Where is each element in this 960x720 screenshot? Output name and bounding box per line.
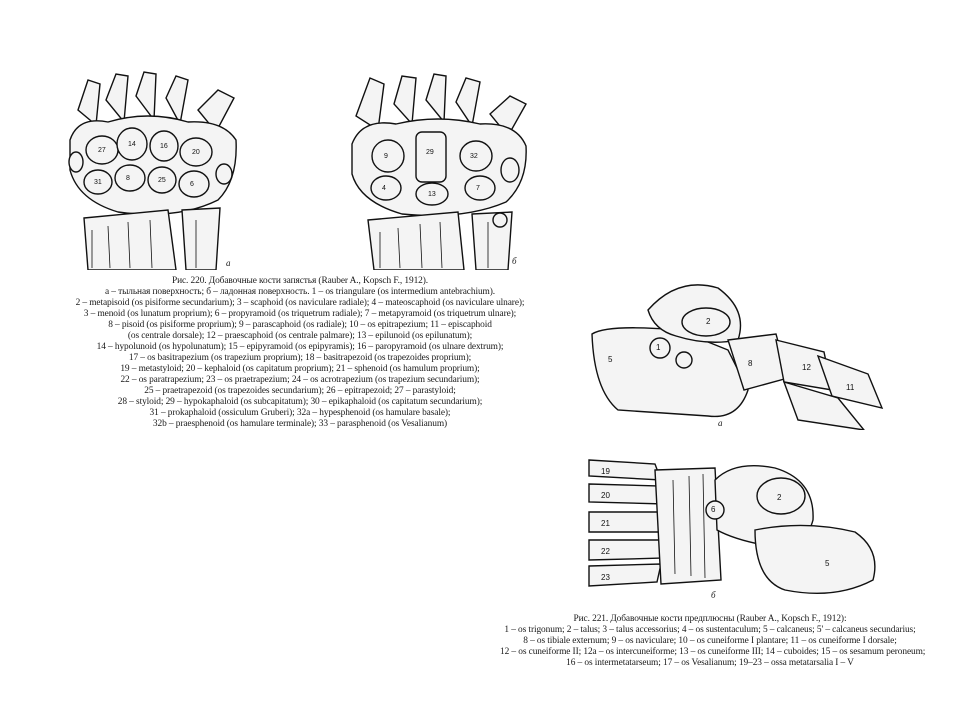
panel-letter-a: а	[718, 418, 723, 428]
svg-text:13: 13	[428, 191, 436, 198]
svg-text:2: 2	[706, 317, 711, 326]
caption-line: 12 – os cuneiforme II; 12a – os intercuneiforme; 13 – os cuneiforme III; 14 – cuboides; 15 – os sesamum peroneum;	[500, 647, 926, 657]
svg-text:4: 4	[382, 185, 386, 192]
svg-text:5: 5	[608, 355, 613, 364]
figure-221-caption	[500, 614, 926, 669]
svg-text:2: 2	[777, 493, 782, 502]
caption-line: 1 – os trigonum; 2 – talus; 3 – talus accessorius; 4 – os sustentaculum; 5 – calcaneus; 5' – calcaneus secundarius;	[504, 625, 916, 635]
caption-line: 22 – os paratrapezium; 23 – os praetrapezium; 24 – os acrotrapezium (os trapezium secundarium);	[120, 375, 480, 385]
svg-text:8: 8	[126, 175, 130, 182]
caption-line: 3 – menoid (os lunatum proprium); 6 – propyramoid (os triquetrum radiale); 7 – metapyramoid (os triquetrum ulnare);	[83, 309, 517, 319]
wrist-palmar-illustration	[340, 70, 535, 270]
caption-line: 25 – praetrapezoid (os trapezoides secundarium); 26 – epitrapezoid; 27 – parastyloid;	[144, 386, 456, 396]
svg-text:7: 7	[476, 185, 480, 192]
panel-letter-a: а	[226, 258, 231, 268]
caption-line: 8 – os tibiale externum; 9 – os naviculare; 10 – os cuneiforme I plantare; 11 – os cuneiforme I dorsale;	[523, 636, 897, 646]
svg-text:20: 20	[192, 149, 200, 156]
svg-text:23: 23	[601, 573, 610, 582]
svg-text:9: 9	[384, 153, 388, 160]
svg-text:32: 32	[470, 153, 478, 160]
svg-text:16: 16	[160, 143, 168, 150]
svg-text:21: 21	[601, 519, 610, 528]
caption-line: 17 – os basitrapezium (os trapezium proprium); 18 – basitrapezoid (os trapezoides proprium);	[128, 353, 472, 363]
svg-text:14: 14	[128, 141, 136, 148]
caption-line: (os centrale dorsale); 12 – praescaphoid (os centrale palmare); 13 – epilunoid (os epilunatum);	[127, 331, 473, 341]
svg-text:6: 6	[190, 181, 194, 188]
panel-letter-b: б	[512, 256, 517, 266]
figure-221-title: Рис. 221. Добавочные кости предплюсны (Rauber A., Kopsch F., 1912):	[573, 614, 847, 624]
svg-text:1: 1	[656, 343, 661, 352]
caption-line: 2 – metapisoid (os pisiforme secundarium); 3 – scaphoid (os naviculare radiale); 4 – mateoscaphoid (os naviculare ulnare);	[75, 298, 525, 308]
svg-text:5: 5	[825, 559, 830, 568]
svg-text:25: 25	[158, 177, 166, 184]
svg-text:12: 12	[802, 363, 811, 372]
svg-text:29: 29	[426, 149, 434, 156]
svg-text:19: 19	[601, 467, 610, 476]
svg-text:11: 11	[846, 383, 855, 392]
caption-line: 14 – hypolunoid (os hypolunatum); 15 – epipyramoid (os epipyramis); 16 – paropyramoid (os ulnare dextrum);	[96, 342, 504, 352]
caption-line: 8 – pisoid (os pisiforme proprium); 9 – parascaphoid (os radiale); 10 – os epitrapezium; 11 – episcaphoid	[108, 320, 492, 330]
caption-line: 16 – os intermetatarseum; 17 – os Vesalianum; 19–23 – ossa metatarsalia I – V	[566, 658, 854, 668]
svg-text:27: 27	[98, 147, 106, 154]
svg-text:31: 31	[94, 179, 102, 186]
caption-line: 31 – prokaphaloid (ossiculum Gruberi); 32a – hypesphenoid (os hamulare basale);	[149, 408, 451, 418]
panel-letter-b: б	[711, 590, 716, 600]
wrist-dorsal-illustration	[58, 70, 248, 270]
svg-text:22: 22	[601, 547, 610, 556]
caption-line: 19 – metastyloid; 20 – kephaloid (os capitatum proprium); 21 – sphenoid (os hamulum proprium);	[120, 364, 480, 374]
svg-text:6: 6	[711, 505, 716, 514]
caption-line: 28 – styloid; 29 – hypokaphaloid (os subcapitatum); 30 – epikaphaloid (os capitatum secundarium);	[117, 397, 483, 407]
svg-text:8: 8	[748, 359, 753, 368]
figure-220-title: Рис. 220. Добавочные кости запястья (Rauber A., Kopsch F., 1912).	[171, 276, 429, 286]
svg-text:20: 20	[601, 491, 610, 500]
caption-line: а – тыльная поверхность; б – ладонная поверхность. 1 – os triangulare (os intermedium antebrachium).	[104, 287, 496, 297]
foot-lateral-illustration	[588, 270, 888, 430]
caption-line: 32b – praesphenoid (os hamulare terminale); 33 – parasphenoid (os Vesalianum)	[152, 419, 448, 429]
figure-220-caption	[40, 276, 560, 430]
foot-plantar-illustration	[585, 440, 885, 605]
